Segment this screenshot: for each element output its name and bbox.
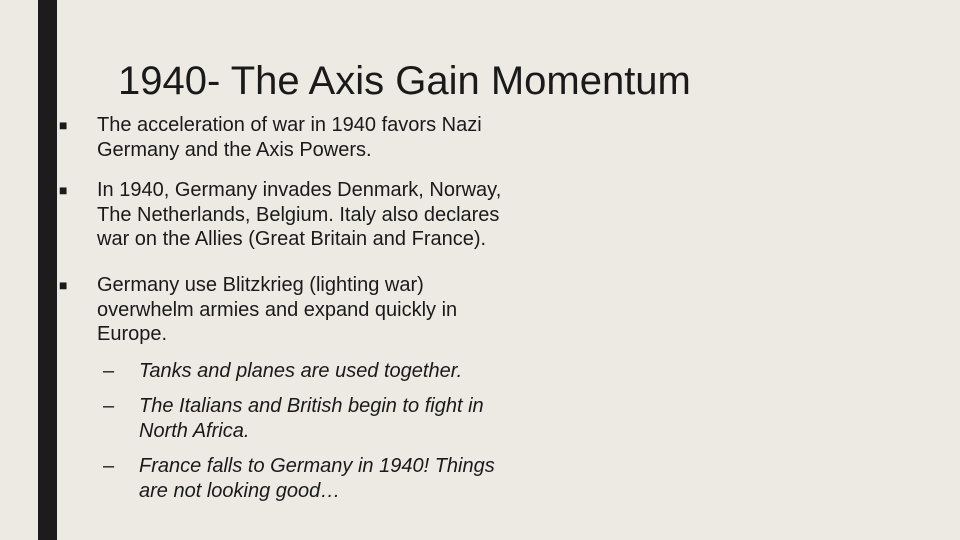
bullet-text: In 1940, Germany invades Denmark, Norway, The Netherlands, Belgium. Italy also declares war on the Allies (Great Britain and France).: [97, 179, 502, 250]
slide-title: 1940- The Axis Gain Momentum: [118, 59, 691, 103]
dash-bullet-icon: –: [103, 360, 115, 382]
sub-bullet-text: The Italians and British begin to fight in North Africa.: [139, 395, 484, 442]
sub-bullet-text: Tanks and planes are used together.: [139, 360, 463, 382]
sub-bullet-text: France falls to Germany in 1940! Things are not looking good…: [139, 455, 495, 502]
square-bullet-icon: ■: [59, 277, 68, 293]
dash-bullet-icon: –: [103, 395, 115, 417]
bullet-text: Germany use Blitzkrieg (lighting war) overwhelm armies and expand quickly in Europe.: [97, 274, 458, 345]
bullet-text: The acceleration of war in 1940 favors Nazi Germany and the Axis Powers.: [97, 114, 482, 161]
square-bullet-icon: ■: [59, 117, 68, 133]
left-accent-bar: [38, 0, 57, 540]
dash-bullet-icon: –: [103, 455, 115, 477]
square-bullet-icon: ■: [59, 182, 68, 198]
